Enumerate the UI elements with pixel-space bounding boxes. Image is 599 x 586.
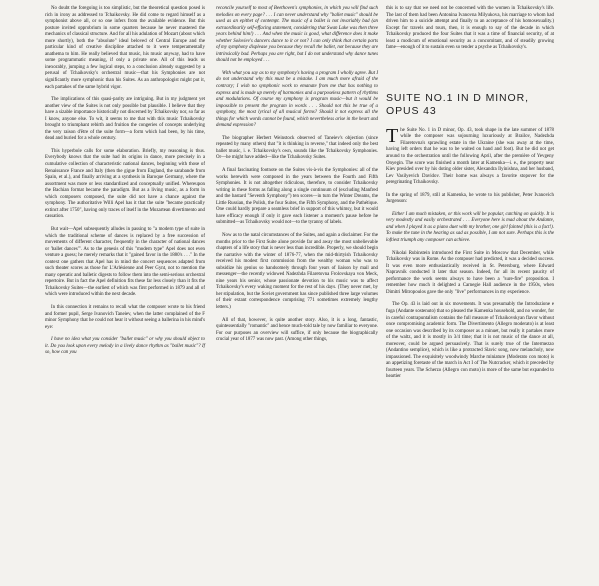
- paragraph: In the spring of 1879, still at Kamenka, he wrote to his publisher, Peter Ivanovich Jurgenson:: [386, 192, 554, 205]
- paragraph: this is to say that we need not be concerned with the women in Tchaikovsky's life. The last of them had been Antonina Ivanovna Milyukova, his marriage to whom had driven him to a suicide attempt and finally to an acceptance of his homosexuality.) Except for travels and tours, then, it is enough to say of the decade in which Tchaikovsky produced the four Suites that it was a time of financial security, of at least a modicum of emotional security as a concomitant, and of steadily growing fame—enough of it to sustain even so tender a psyche as Tchaikovsky's.: [386, 6, 554, 51]
- paragraph: [386, 124, 554, 187]
- paragraph: reconcile yourself to most of Beethoven's symphonies, in which you will find such melodies on every page? . . . I can never understand why "ballet music" should be used as an epithet of contempt. The music of a ballet is not invariably bad (an extraordinarily self-effacing statement, considering that Swan Lake was then three years behind him!) . . . And when the music is good, what difference does it make whether Soloviev's dancers dance to it or not? I can only think that certain parts of my symphony displease you because they recall the ballet, not because they are intrinsically bad. Perhaps you are right, but I do not understand why dance tunes should not be employed . . .: [216, 6, 378, 64]
- paragraph: No doubt the foregoing is too simplistic, but the theoretical question posed is rich in irony as addressed to Tchaikovsky. He did come to regard himself as a symphonist above all, or so one infers from the available evidence. But this posture invited opprobrium in some quarters because he never mastered the mechanics of classical structure. And for all his adulation of Mozart (about which more shortly), both the "absolute" ideal beloved of Central Europe and the particular kind of creative discipline attached to it were temperamentally anathema to him. He really believed that music, his music anyway, had to have some programmatic meaning, if only a private one. All of this leads us inexorably, jumping a few logical steps, to a conclusion already suggested by a perusal of Tchaikovsky's orchestral music—that his Symphonies are not significantly more symphonic than his Suites. As an anthropologist might put it, each partakes of the same hybrid vigor.: [45, 6, 205, 90]
- text-column-middle: [216, 6, 378, 350]
- paragraph: Now as to the natal circumstances of the Suites, and again a disclaimer. For the months prior to the First Suite alone provide far and away the most unbelievable chapters of a life story that is never less than incredible. Properly, we should begin the narrative with the winter of 1876-77, when the mid-thirtyish Tchaikovsky received his modest first commission from the wealthy woman who was to subsidize his genius so handsomely through four years of liaison by mail and messenger—the recently widowed Nadezhda Filaretovna Frolovskaya von Meck, nine years his senior, whose passionate devotion to his music was to affect Tchaikovsky's every waking moment for the rest of his days. (They never met, by her stipulation, but the Soviet government has since published three large volumes of their extant correspondence comprising 771 sometimes extremely lengthy letters.): [216, 232, 378, 310]
- paragraph: Either I am much mistaken, or this work will be popular, catching on quickly. It is very modestly and easily orchestrated . . . Everyone here is mad about the Andante, and when I played it as a piano duet with my brother, one girl fainted (this is a fact!). To make the tune in the hearing as sad as possible, I am not sure. Perhaps this is the loftiest triumph any composer can achieve.: [386, 211, 554, 244]
- paragraph: The biographer Herbert Weinstock observed of Taneiev's objection (since repeated by many others) that "it is thinking in reverse," that indeed only the best ballet music, i. e. Tchaikovsky's own, sounds like the Tchaikovsky Symphonies. Or—he might have added—like the Tchaikovsky Suites.: [216, 135, 378, 161]
- paragraph: In this connection it remains to recall what the composer wrote to his friend and former pupil, Serge Ivanovich Taneiev, when the latter complained of the F minor Symphony that he could not hear it without seeing a ballerina in his mind's eye:: [45, 304, 205, 330]
- section-heading: [386, 92, 554, 118]
- paragraph: All of that, however, is quite another story. Also, it is a long, fantastic, quintessentially "romantic" and hence much-told tale by now familiar to everyone. For our purposes an overview will suffice, if only because the biographically crucial year of 1877 was now past. (Among other things,: [216, 317, 378, 343]
- section-heading-line: OPUS 43: [386, 104, 437, 117]
- section-heading-line: SUITE NO.1 IN D MINOR,: [386, 91, 529, 104]
- text-column-left: [45, 6, 205, 363]
- text-column-right: [386, 6, 554, 387]
- section-body: [386, 124, 554, 381]
- paragraph: But wait—Apel subsequently alludes in passing to "a modern type of suite in which the traditional scheme of dances is replaced by a free succession of movements of different character, frequently in the character of national dances or 'ballet dances'". As to the genesis of this "modern type" Apel does not even venture a guess; he merely remarks that it "gained favor in the 1880's . . ." In the context one gathers that Apel has in mind the concert sequences adapted from such theater scores as those for L'Arlésienne and Peer Gynt, not to mention the many operatic and balletic digests to follow them into the semi-serious orchestral repertoire. But in fact the Apel definition fits these far less closely than it fits the Tchaikovsky Suites—the earliest of which was first performed in 1879 and all of which were introduced within the next decade.: [45, 226, 205, 298]
- paragraph: This hyperbole calls for some elaboration. Briefly, my reasoning is thus. Everybody knows that the suite had its origins in dance, more precisely in a cumulative collection of characteristic national dances, beginning with those of Renaissance France and Italy (then the gigue from England, the sarabande from Spain, et al.), and finally arriving at a synthesis in Baroque Germany, where the assortment was more or less standardized and conceptually unified. Whereupon the Bachian format became the paradigm. But as a living music, as a form in which composers composed, the suite did not have a chance against the symphony. The authoritative Willi Apel has it that the suite "became practically extinct after 1750", having only traces of itself in the Mozartean divertimento and cassation.: [45, 148, 205, 220]
- paragraph-text: he Suite No. 1 in D minor, Op. 43, took shape in the late summer of 1878 while the composer was sojourning luxuriously at Brailov, Nadezhda Filaretovna's sprawling estate in the Ukraine (she was away at the time, having left orders that he was to be waited on hand and foot). But he did not get around to the orchestration until the following April, after the première of Yevgeny Onyegin. The score was finished a month later at Kamenka—i. e., the property near Kiev presided over by his doting older sister, Alexandra Ilyinishna, and her husband, Lev Vasilyevich Davidov. Their home was always a favorite stopover for the peregrinating Tchaikovsky.: [386, 127, 554, 186]
- paragraph: With what you say as to my symphony's having a program I wholly agree. But I do not understand why this must be a mistake. I am much more afraid of the contrary; I wish no symphonic work to emanate from me that has nothing to express and is made up merely of harmonies and a purposeless pattern of rhythms and modulations. Of course my symphony is program music—but it would be impossible to present the program in words . . . Should not this be true of a symphony, the most lyrical of all musical forms? Should it not express all the things for which words cannot be found, which nevertheless arise in the heart and demand expression?: [216, 70, 378, 129]
- paragraph: The implications of this quasi-parity are intriguing. But in my judgment yet another view of the Suites is not only possible but plausible. I believe that they have a sizable importance historically not discerned by Tchaikovsky nor, so far as I know, anyone else. To wit, it seems to me that with this music Tchaikovsky brought to triumphant rebirth and fruition the congeries of concepts underlying the very raison d'être of the suite form—a form which had been, by his time, dead and buried for a whole century.: [45, 97, 205, 142]
- paragraph: I have no idea what you consider "ballet music" or why you should object to it. Do you look upon every melody in a lively dance rhythm as "ballet music"? If so, how can you: [45, 337, 205, 356]
- paragraph: The Op. 43 is laid out in six movements. It was presumably the Introduzione e fuga (Andante sostenuto) that so pleased the Kamenka household, and no wonder, for in careful contrapuntalism contains the full measure of Tchaikovskyan flavor without once compromising academic form. The Divertimento (Allegro moderato) is at least one occasion was described by its composer as a minuet, but really it partakes more of the waltz, and it is mostly in 3/4 time; that it is not music of the dance at all, moreover, could be argued persuasively. That is surely true of the Intermezzo (Andantino semplice), which is like a protracted Slavic song, now melancholy, now impassioned. The exquisitely woodwindy Marche miniature (Moderato con moto) is an appetizing foretaste of the march in Act I of The Nutcracker, which it preceded by fourteen years. The Scherzo (Allegro con moto) is more of the same but expanded to heartier: [386, 302, 554, 380]
- paragraph: A final fascinating footnote on the Suites vis-à-vis the Symphonies: all of the works herewith were composed in the years between the Fourth and Fifth Symphonies. It is not altogether ridiculous, therefore, to consider Tchaikovsky writing in these forms as falling along a single continuum of (excluding Manfred and the bastard "Seventh Symphony") ten scores—in turn the Winter Dreams, the Little Russian, the Polish, the four Suites, the Fifth Symphony, and the Pathétique. One could hardly prepare a seamless brief in support of this whimsy, but it would have efficacy enough if only it gave each listener a moment's pause before he submitted—as Tchaikovsky would not—to the tyranny of labels.: [216, 168, 378, 226]
- drop-cap: T: [386, 124, 399, 147]
- paragraph: Nikolai Rubinstein introduced the First Suite in Moscow that December, while Tchaikovsky was in Rome. As the composer had predicted, it was a decided success. It was even more enthusiastically received in St. Petersburg, where Edward Napravnik conducted it later that season. Indeed, for all its recent paucity of performance the work seems always to have been a "sure-fire" proposition. I remember how much it delighted a Carnegie Hall audience in the 1950s, when Dimitri Mitropoulos gave the only "live" performances in my experience.: [386, 250, 554, 295]
